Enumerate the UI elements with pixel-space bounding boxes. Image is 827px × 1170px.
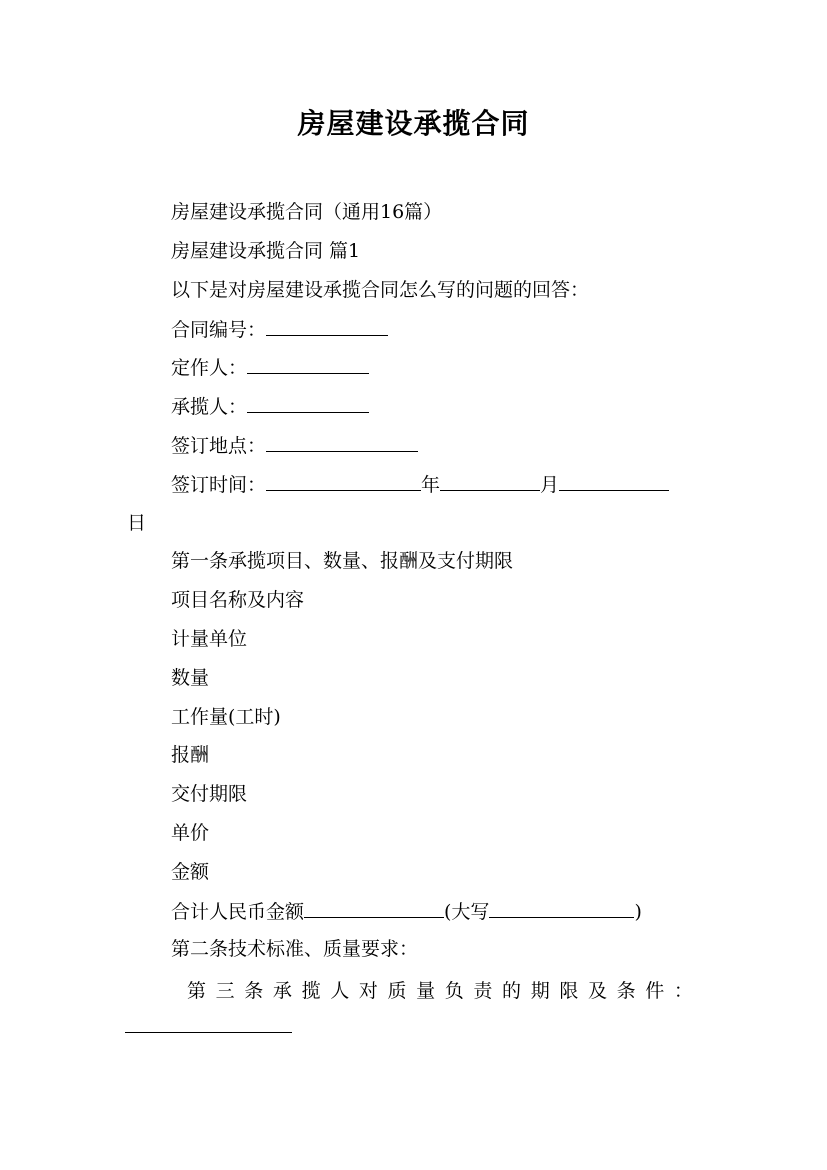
article-3-char: 责 bbox=[473, 980, 493, 1002]
article-3-char: 三 bbox=[215, 980, 235, 1002]
article-3-char: 对 bbox=[358, 980, 378, 1002]
contractor-field bbox=[171, 394, 369, 419]
article-3-char: 期 bbox=[530, 980, 550, 1002]
contract-number-label: 合同编号： bbox=[171, 319, 267, 341]
maker-field bbox=[171, 355, 369, 380]
article-3-char: 件 bbox=[645, 980, 665, 1002]
document-title: 房屋建设承揽合同 bbox=[297, 107, 530, 140]
article-3 bbox=[187, 976, 693, 1003]
article-3-char: ： bbox=[673, 980, 693, 1002]
article-3-char: 限 bbox=[559, 980, 579, 1002]
place-label: 签订地点： bbox=[171, 435, 267, 457]
article-3-char: 承 bbox=[272, 980, 292, 1002]
contractor-label: 承揽人： bbox=[171, 396, 248, 418]
article-3-char: 揽 bbox=[301, 980, 321, 1002]
year-blank bbox=[440, 472, 540, 491]
month-blank bbox=[559, 472, 669, 491]
item-workload: 工作量(工时) bbox=[171, 706, 281, 728]
article-3-char: 第 bbox=[187, 980, 207, 1002]
day-label: 日 bbox=[127, 512, 147, 534]
maker-blank bbox=[247, 355, 369, 374]
item-amount: 金额 bbox=[171, 861, 210, 883]
place-blank bbox=[266, 433, 418, 452]
time-field bbox=[171, 472, 669, 497]
intro-line: 以下是对房屋建设承揽合同怎么写的问题的回答： bbox=[171, 279, 590, 301]
article-3-char: 质 bbox=[387, 980, 407, 1002]
item-name: 项目名称及内容 bbox=[171, 589, 305, 611]
article-3-char: 负 bbox=[444, 980, 464, 1002]
article-3-char: 条 bbox=[244, 980, 264, 1002]
item-unit: 计量单位 bbox=[171, 628, 248, 650]
place-field bbox=[171, 433, 418, 458]
contract-number-blank bbox=[266, 317, 388, 336]
contract-number-field bbox=[171, 317, 388, 342]
total-capital-blank bbox=[489, 899, 634, 918]
section-heading: 房屋建设承揽合同 篇1 bbox=[171, 240, 361, 262]
item-deadline: 交付期限 bbox=[171, 783, 248, 805]
item-quantity: 数量 bbox=[171, 667, 210, 689]
time-label: 签订时间： bbox=[171, 474, 267, 496]
subtitle-line: 房屋建设承揽合同（通用16篇） bbox=[171, 201, 443, 223]
total-capital-close: ) bbox=[634, 901, 642, 923]
month-label: 月 bbox=[540, 474, 560, 496]
time-blank bbox=[266, 472, 421, 491]
article-3-char: 人 bbox=[330, 980, 350, 1002]
maker-label: 定作人： bbox=[171, 357, 248, 379]
item-payment: 报酬 bbox=[171, 744, 210, 766]
year-label: 年 bbox=[421, 474, 441, 496]
article-3-blank bbox=[125, 1032, 292, 1033]
article-3-char: 量 bbox=[416, 980, 436, 1002]
total-label: 合计人民币金额 bbox=[171, 901, 305, 923]
total-capital-open: (大写 bbox=[444, 901, 490, 923]
item-unit-price: 单价 bbox=[171, 822, 210, 844]
total-field bbox=[171, 899, 642, 924]
contractor-blank bbox=[247, 394, 369, 413]
article-3-char: 及 bbox=[587, 980, 607, 1002]
article-2: 第二条技术标准、质量要求： bbox=[171, 938, 419, 960]
article-3-char: 条 bbox=[616, 980, 636, 1002]
article-1: 第一条承揽项目、数量、报酬及支付期限 bbox=[171, 550, 514, 572]
article-3-char: 的 bbox=[502, 980, 522, 1002]
total-blank bbox=[304, 899, 444, 918]
